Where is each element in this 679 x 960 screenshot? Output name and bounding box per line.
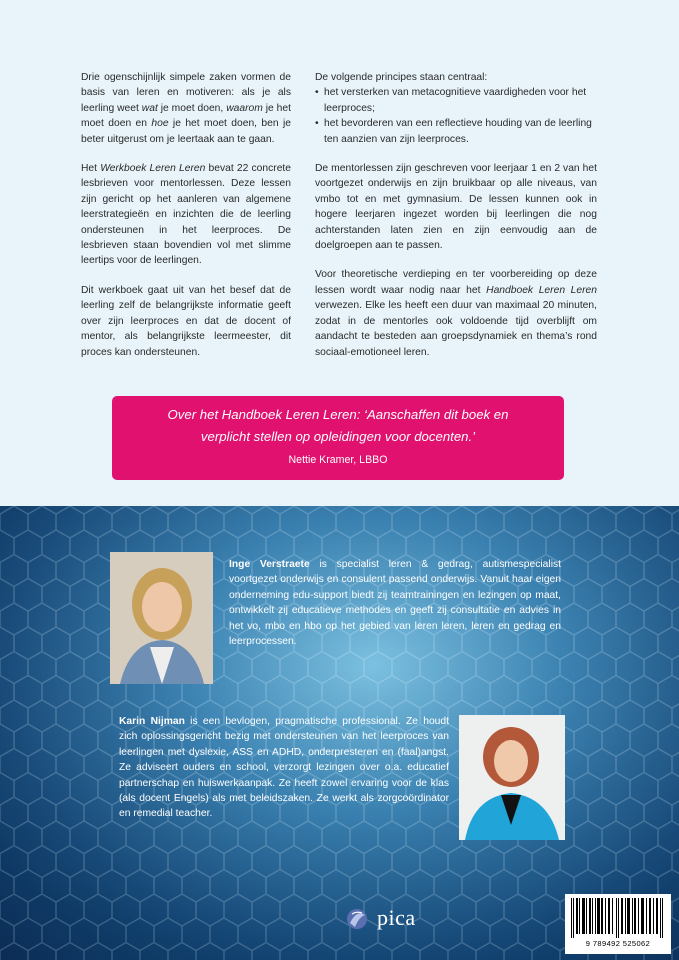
quote-line: verplicht stellen op opleidingen voor docenten.’ [200, 429, 476, 444]
isbn-number: 9 789492 525062 [585, 939, 651, 948]
principles-list [315, 85, 597, 147]
author-name: Karin Nijman [119, 716, 185, 727]
author-bio-inge: Inge Verstraete is specialist leren & gedrag, autismespecialist voortgezet onderwijs en consulent passend onderwijs. Vanuit haar eigen onderneming edu-support biedt zij teamtrainingen en lezingen op maat, ontwikkelt zij educatieve methodes en geeft zij consultatie en advies in het vo, mbo en hbo op het gebied van leren leren, leren en gedrag en leerprocessen. [229, 559, 561, 648]
quote-box [112, 396, 564, 480]
left-column [81, 70, 291, 374]
lessons-paragraph: De mentorlessen zijn geschreven voor leerjaar 1 en 2 van het voortgezet onderwijs en zijn bruikbaar op alle niveaus, van vmbo tot en met gymnasium. De lessen kunnen ook in hogere leerjaren ingezet worden bij leerlingen die nog achterstanden laten zien en zijn eenvoudig aan de doelgroepen aan te passen. [315, 163, 597, 252]
intro-paragraph: Drie ogenschijnlijk simpele zaken vormen de basis van leren en motiveren: als je als leerling weet wat je moet doen, waarom je het moet doen en hoe je het moet doen, ben je beter uitgerust om je leertaak aan te gaan. [81, 72, 291, 145]
author-photo-karin [459, 715, 565, 840]
workbook-paragraph: Het Werkboek Leren Leren bevat 22 concrete lesbrieven voor mentorlessen. Deze lessen zijn gericht op het aanleren van algemene leerstrategieën en inzichten die de leerling ondersteunen in het leerproces. De lesbrieven staan bovendien vol met slimme leertips voor de leerlingen. [81, 163, 292, 267]
author-name: Inge Verstraete [229, 559, 310, 570]
author-photo-inge [110, 552, 213, 684]
theory-paragraph: Voor theoretische verdieping en ter voorbereiding op deze lessen wordt waar nodig naar het Handboek Leren Leren verwezen. Elke les heeft een duur van maximaal 20 minuten, zodat in de mentorles ook voldoende tijd overblijft om aandacht te besteden aan groepsdynamiek en thema’s rond sociaal-emotioneel leren. [315, 269, 598, 358]
quote-line: Over het Handboek Leren Leren: ‘Aanschaffen dit boek en [167, 407, 509, 422]
publisher-name: pica [377, 905, 416, 930]
list-item: • het versterken van metacognitieve vaardigheden voor het leerproces; [315, 85, 597, 116]
principles-intro: De volgende principes staan centraal: [315, 72, 488, 83]
author-bio-karin: Karin Nijman is een bevlogen, pragmatische professional. Ze houdt zich oplossingsgericht bezig met ondersteunen van het leerproces van leerlingen met dyslexie, ASS en ADHD, onderpresteren en (faal)angst. Ze adviseert ouders en school, verzorgt lezingen over o.a. educatief partnerschap en huiswerkaanpak. Ze heeft zowel ervaring voor de klas (als docent Engels) als met beleidszaken. Ze werkt als zorgcoördinator en remedial teacher. [119, 716, 450, 820]
quote-author: Nettie Kramer, LBBO [288, 454, 388, 466]
barcode [565, 894, 671, 954]
premise-paragraph: Dit werkboek gaat uit van het besef dat de leerling zelf de belangrijkste informatie geeft over zijn leerproces en dat de docent of mentor, als belangrijkste leermeester, dit proces kan ondersteunen. [81, 284, 291, 358]
barcode-icon [571, 898, 665, 938]
list-item: • het bevorderen van een reflectieve houding van de leerling ten aanzien van zijn leerproces. [315, 116, 597, 147]
right-column [315, 70, 597, 374]
